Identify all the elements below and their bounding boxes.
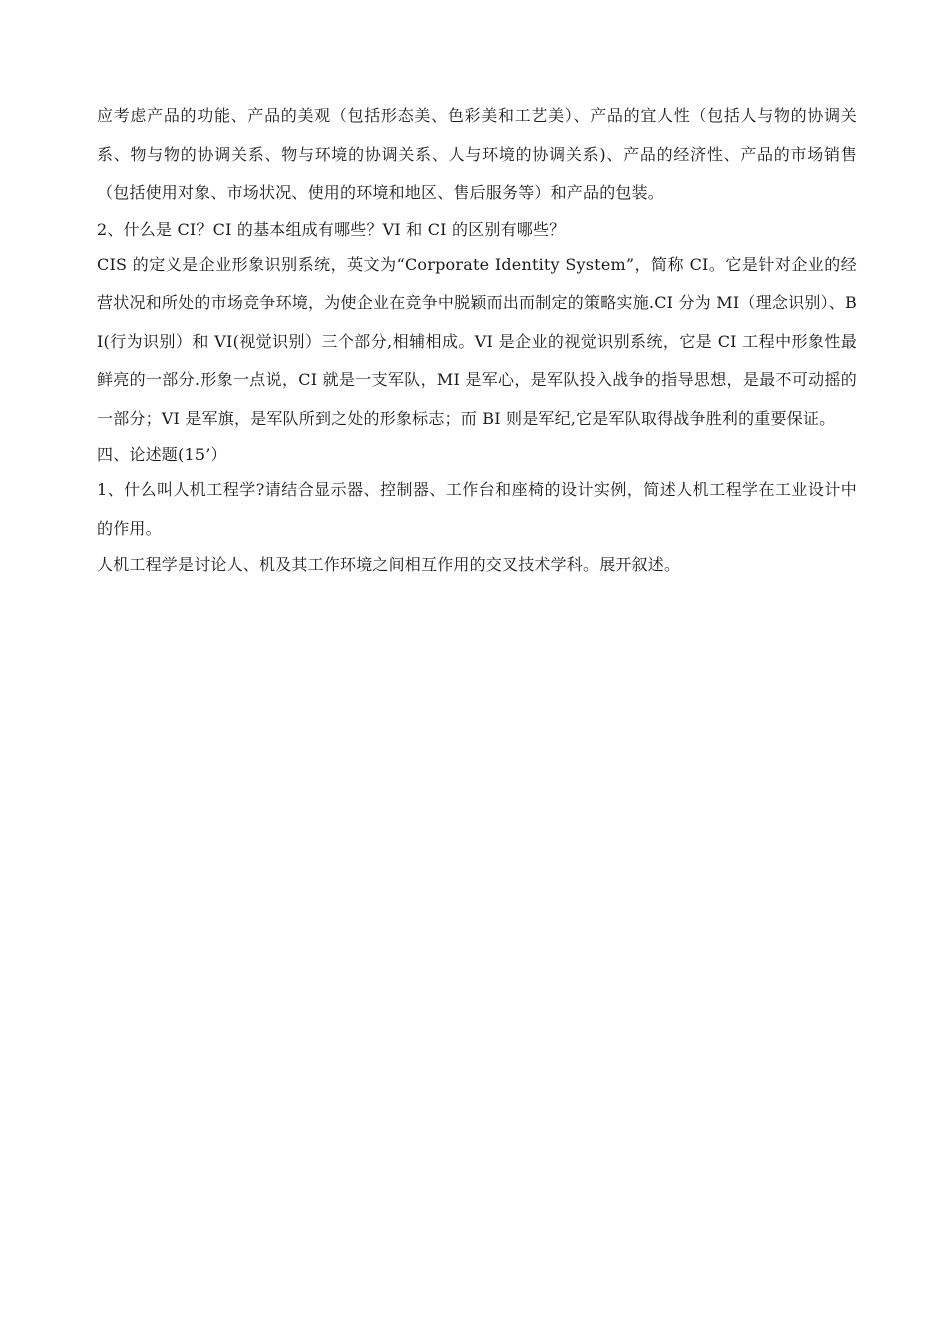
question-ergonomics: 1、什么叫人机工程学?请结合显示器、控制器、工作台和座椅的设计实例，简述人机工程学在工业设计中的作用。	[97, 480, 857, 538]
section-heading-essay: 四、论述题(15’）	[97, 445, 227, 464]
answer-paragraph-cis: CIS 的定义是企业形象识别系统，英文为“Corporate Identity System”，简称 CI。它是针对企业的经营状况和所处的市场竞争环境，为使企业在竞争中脱颖而出而制定的策略实施.CI 分为 MI（理念识别）、BI(行为识别）和 VI(视觉识别）三个部分,相辅相成。VI 是企业的视觉识别系统，它是 CI 工程中形象性最鲜亮的一部分.形象一点说，CI 就是一支军队，MI 是军心，是军队投入战争的指导思想，是最不可动摇的一部分；VI 是军旗，是军队所到之处的形象标志；而 BI 则是军纪,它是军队取得战争胜利的重要保证。	[97, 254, 857, 428]
answer-paragraph-product-design: 应考虑产品的功能、产品的美观（包括形态美、色彩美和工艺美）、产品的宜人性（包括人与物的协调关系、物与物的协调关系、物与环境的协调关系、人与环境的协调关系)、产品的经济性、产品的市场销售（包括使用对象、市场状况、使用的环境和地区、售后服务等）和产品的包装。	[97, 106, 857, 202]
document-body	[97, 97, 857, 581]
question-ci-heading: 2、什么是 CI？CI 的基本组成有哪些？VI 和 CI 的区别有哪些？	[97, 219, 566, 239]
answer-paragraph-ergonomics: 人机工程学是讨论人、机及其工作环境之间相互作用的交叉技术学科。展开叙述。	[97, 555, 681, 574]
